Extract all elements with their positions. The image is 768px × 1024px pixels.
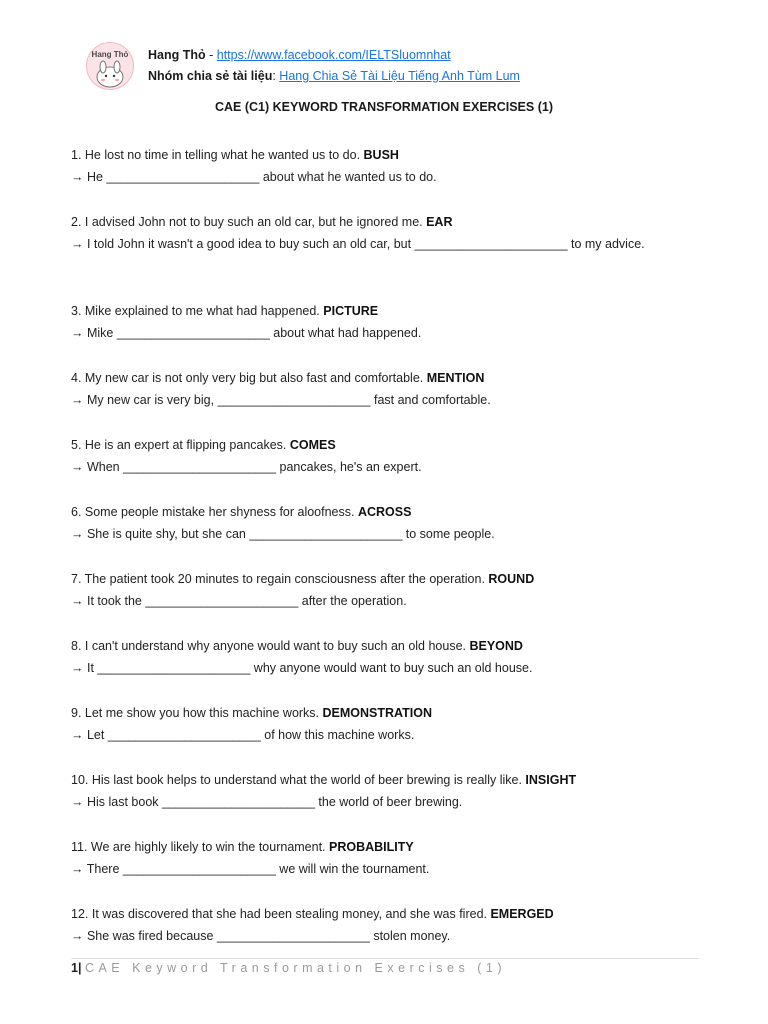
keyword: BUSH [363,148,399,162]
exercise-answer: → She is quite shy, but she can ______________________ to some people. [71,527,495,541]
author-line [148,48,451,62]
facebook-link[interactable]: https://www.facebook.com/IELTSluomnhat [216,48,451,62]
sentence-text: 1. He lost no time in telling what he wanted us to do. [71,148,364,162]
exercise-list [71,144,691,953]
sentence-text: 5. He is an expert at flipping pancakes. [71,438,290,452]
exercise-item [71,300,691,367]
exercise-answer: → Let ______________________ of how this machine works. [71,728,415,742]
exercise-answer: → I told John it wasn't a good idea to buy such an old car, but ______________________ to my advice. [71,237,645,251]
exercise-sentence [71,300,691,322]
exercise-item [71,367,691,434]
exercise-answer: → She was fired because ______________________ stolen money. [71,929,451,943]
hang-tho-logo [86,42,134,90]
exercise-item [71,903,691,953]
sentence-text: 4. My new car is not only very big but also fast and comfortable. [71,371,427,385]
keyword: EAR [426,215,453,229]
author-separator: - [205,48,217,62]
logo-text: Hang Thỏ [91,50,129,59]
exercise-answer: → My new car is very big, ______________________ fast and comfortable. [71,393,491,407]
sentence-text: 8. I can't understand why anyone would want to buy such an old house. [71,639,470,653]
exercise-sentence [71,211,691,233]
exercise-sentence [71,501,691,523]
group-link[interactable]: Hang Chia Sẻ Tài Liệu Tiếng Anh Tùm Lum [279,69,520,83]
keyword: COMES [289,438,336,452]
exercise-answer: → It ______________________ why anyone would want to buy such an old house. [71,661,533,675]
exercise-sentence [71,568,691,590]
exercise-item [71,702,691,769]
group-line [148,69,520,83]
exercise-answer: → When ______________________ pancakes, he's an expert. [71,460,422,474]
sentence-text: 3. Mike explained to me what had happened. [71,304,324,318]
sentence-text: 12. It was discovered that she had been stealing money, and she was fired. [71,907,491,921]
exercise-item [71,568,691,635]
exercise-answer: → It took the ______________________ after the operation. [71,594,407,608]
exercise-item [71,144,691,211]
footer-separator: | [77,961,82,975]
keyword: BEYOND [469,639,523,653]
exercise-item [71,501,691,568]
exercise-sentence [71,702,691,724]
page-footer [71,958,699,975]
exercise-item [71,769,691,836]
exercise-sentence [71,367,691,389]
rabbit-icon [87,43,133,89]
keyword: ACROSS [357,505,412,519]
exercise-answer: → His last book ______________________ the world of beer brewing. [71,795,463,809]
keyword: PICTURE [323,304,379,318]
sentence-text: 9. Let me show you how this machine works. [71,706,323,720]
keyword: MENTION [426,371,485,385]
group-colon: : [272,69,280,83]
document-title: CAE (C1) KEYWORD TRANSFORMATION EXERCISES (1) [215,100,553,114]
exercise-sentence [71,769,691,791]
document-header [86,40,706,90]
author-name: Hang Thỏ [148,48,206,62]
keyword: PROBABILITY [329,840,414,854]
exercise-answer: → Mike ______________________ about what had happened. [71,326,422,340]
keyword: EMERGED [490,907,554,921]
sentence-text: 11. We are highly likely to win the tournament. [71,840,330,854]
group-label: Nhóm chia sẻ tài liệu [148,69,273,83]
footer-title: CAE Keyword Transformation Exercises (1) [84,961,506,975]
keyword: DEMONSTRATION [322,706,433,720]
exercise-item [71,635,691,702]
exercise-item [71,434,691,501]
keyword: INSIGHT [525,773,577,787]
exercise-sentence [71,836,691,858]
page-number: 1 [71,961,78,975]
exercise-item [71,211,691,300]
keyword: ROUND [488,572,535,586]
exercise-sentence [71,144,691,166]
sentence-text: 6. Some people mistake her shyness for aloofness. [71,505,358,519]
sentence-text: 10. His last book helps to understand what the world of beer brewing is really like. [71,773,526,787]
exercise-sentence [71,903,691,925]
exercise-item [71,836,691,903]
sentence-text: 7. The patient took 20 minutes to regain consciousness after the operation. [71,572,489,586]
exercise-answer: → He ______________________ about what he wanted us to do. [71,170,437,184]
exercise-answer: → There ______________________ we will win the tournament. [71,862,430,876]
exercise-sentence [71,635,691,657]
exercise-sentence [71,434,691,456]
sentence-text: 2. I advised John not to buy such an old car, but he ignored me. [71,215,427,229]
